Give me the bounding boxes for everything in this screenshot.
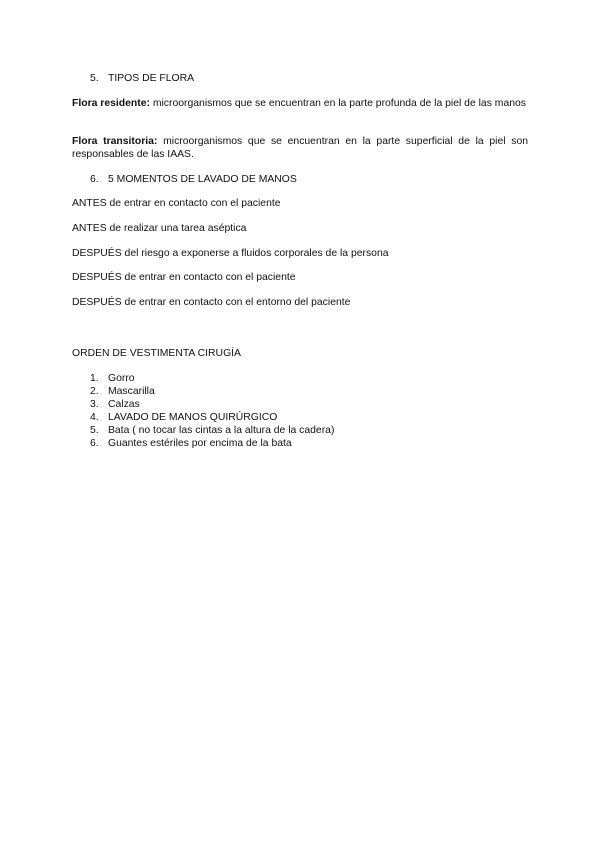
moment-3: DESPUÉS del riesgo a exponerse a fluidos corporales de la persona [72,248,389,259]
moment-5: DESPUÉS de entrar en contacto con el entorno del paciente [72,297,351,308]
section-6-title: 5 MOMENTOS DE LAVADO DE MANOS [108,174,297,185]
list-item: 6. Guantes estériles por encima de la bata [90,438,292,449]
moment-4: DESPUÉS de entrar en contacto con el paciente [72,272,296,283]
flora-residente-term: Flora residente: [72,98,150,109]
list-item: 1. Gorro [90,373,135,384]
flora-residente-paragraph [72,97,528,110]
orden-vestimenta-title: ORDEN DE VESTIMENTA CIRUGÍA [72,348,241,359]
list-item: 5. Bata ( no tocar las cintas a la altura de la cadera) [90,425,335,436]
section-5-number: 5. [90,73,99,84]
section-5-heading [90,72,194,85]
section-5-title: TIPOS DE FLORA [108,73,195,84]
list-item: 3. Calzas [90,399,140,410]
moment-1: ANTES de entrar en contacto con el paciente [72,198,281,209]
list-item: 2. Mascarilla [90,386,155,397]
section-6-number: 6. [90,174,99,185]
flora-transitoria-paragraph [72,135,528,161]
orden-vestimenta-list [90,372,334,450]
moment-2: ANTES de realizar una tarea aséptica [72,223,247,234]
list-item: 4. LAVADO DE MANOS QUIRÚRGICO [90,412,278,423]
flora-transitoria-term: Flora transitoria: [72,136,158,147]
flora-residente-text: microorganismos que se encuentran en la parte profunda de la piel de las manos [149,98,526,109]
section-6-heading [90,173,297,186]
flora-transitoria-text: microorganismos que se encuentran en la parte superficial de la piel son responsables de las IAAS. [72,136,529,160]
